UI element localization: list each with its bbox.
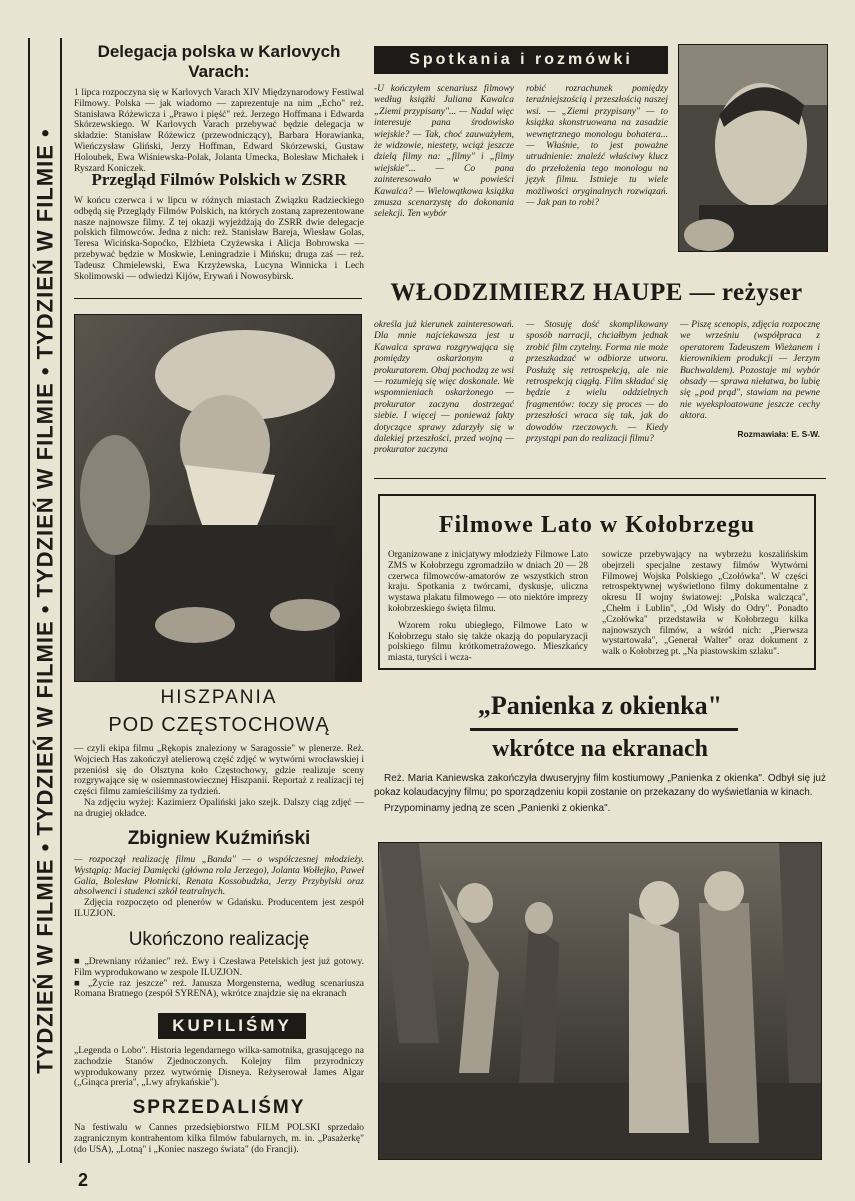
spotkania-title: Spotkania i rozmówki (374, 46, 668, 74)
square-bullet-icon: ■ (74, 978, 88, 989)
side-band (28, 38, 62, 1163)
photo-sheikh-image (75, 315, 361, 681)
ukonczono-item-2 (74, 979, 364, 1001)
przeglad-body: W końcu czerwca i w lipcu w różnych miastach Związku Radzieckiego odbędą się Przeglądy Filmów Polskich, na których zostaną zaprezentowane nasze najnowsze filmy. Z tej okazji wyjeżdżają do ZSRR dwie delegacje polskich filmowców. Jedna z nich: reż. Stanisław Bareja, Wiesław Golas, Teresa Wicińska-Sopoćko, Elżbieta Czyżewska i Alicja Bobrowska — przebywać będzie w Moskwie, Leningradzie i Mińsku; druga zaś — reż. Tadeusz Chmielewski, Ewa Krzyżewska, Lucyna Winnicka i Lech Skolimowski — odwiedzi Kijów, Erywań i Nowosybirsk. (74, 196, 364, 282)
hiszpania-body: — czyli ekipa filmu „Rękopis znaleziony w Saragossie" w plenerze. Reż. Wojciech Has zakończył atelierową część zdjęć w wytwórni wrocławskiej i przeniósł się do Olsztyna koło Częstochowy, gdzie realizuje sceny rozgrywające się w osiemnastowiecznej Hiszpanii. Reportaż z realizacji tej części filmu zamieściliśmy za tydzień. (74, 744, 364, 798)
ukonczono-title: Ukończono realizację (128, 929, 310, 950)
haupe-col-2 (526, 320, 668, 445)
article-ukonczono (74, 927, 364, 1000)
sprzedalismy-body: Na festiwalu w Cannes przedsiębiorstwo FILM POLSKI sprzedało zagranicznym kontrahentom kilka filmów fabularnych, m. in. „Pasażerkę" (do USA), „Lotną" i „Koniec naszego świata" (do Francji). (74, 1123, 364, 1155)
article-hiszpania (74, 686, 364, 820)
photo-portrait-image (679, 45, 827, 251)
kolobrzeg-col-1b-text: Wzorem roku ubiegłego, Filmowe Lato w Kołobrzegu stało się także okazją do popularyzacji polskiego filmu krótkometrażowego. Mieszkańcy miasta, turyści i wcza- (388, 620, 588, 664)
kupilismy-body: „Legenda o Lobo". Historia legendarnego wilka-samotnika, grasującego na zachodzie Stanów Zjednoczonych. Kolejny film przyrodniczy wyprodukowany przez wytwórnię Disneya. Reżyserował James Algar („Ginąca preria", „Lwy afrykańskie"). (74, 1046, 364, 1089)
kuzminski-body: — rozpoczął realizację filmu „Banda" — o współczesnej młodzieży. Wystąpią: Maciej Damięcki (główna rola Jerzego), Jolanta Wołłejko, Paweł Galia, Bolesław Płotnicki, Renata Kossobudzka, Jerzy Przybylski oraz absolwenci i studenci szkół teatralnych. (74, 855, 364, 898)
ukonczono-item-1-text: „Drewniany różaniec" reż. Ewy i Czesława Petelskich jest już gotowy. Film wyprodukowano w zespole ILUZJON. (74, 957, 364, 978)
square-bullet-icon: ■ (74, 957, 85, 967)
ukonczono-item-1 (74, 957, 364, 979)
kolobrzeg-col-2 (602, 550, 808, 658)
kolobrzeg-col-2-text: sowicze przebywający na wybrzeżu koszalińskim obejrzeli specjalne zestawy filmów Wytwórni Filmowej Wojska Polskiego „Czołówka". W części retrospektywnej wyświetlono filmy dokumentalne z okresu II wojny światowej: „Polska walcząca", „Chełm i Lublin", „Od Wisły do Odry". Ponadto „Czołówka" przedstawiła w Kołobrzegu kilka najnowszych filmów, a wśród nich: „Pierwsza wystartowała", „Generał Walter" oraz dokument z walk o Kołobrzeg pt. „Na piastowskim szlaku". (602, 550, 808, 658)
kolobrzeg-col-1 (388, 550, 588, 664)
delegacja-body: 1 lipca rozpoczyna się w Karlovych Varach XIV Międzynarodowy Festiwal Filmowy. Polska — jak wiadomo — zaprezentuje na nim „Echo" reż. Stanisława Różewicza i „Prawo i pięść" reż. Jerzego Hoffmana i Edwarda Skórzewskiego. W Karlovych Varach przebywać będzie delegacja w składzie: Stanisław Różewicz (przewodniczący), Barbara Horawianka, Wieńczysław Gliński, Jerzy Hoffman, Edward Skórzewski, Gustaw Holoubek, Ewa Wiśniewska-Polak, Jolanta Umecka, Bolesław Michałek i Ryszard Koniczek. (74, 88, 364, 174)
panienka-subtitle: wkrótce na ekranach (492, 736, 708, 762)
spotkania-col-2-text: robić rozrachunek pomiędzy teraźniejszością i przeszłością naszej wsi. — „Ziemi przypisany" — to książka skonstruowana na zasadzie wewnętrznego monologu bohatera... — Właśnie, to jest poważne utrudnienie: znaleźć właściwy klucz do przełożenia tego monologu na język filmu. Istnieje tu wiele możliwości oryginalnych rozwiązań. — Jak pan to robi? (526, 84, 668, 209)
article-przeglad (74, 170, 364, 282)
ukonczono-item-2-text: „Życie raz jeszcze" reż. Janusza Morgensterna, według scenariusza Romana Bratnego (zespół SYRENA), wkrótce znajdzie się na ekranach (74, 978, 364, 1000)
divider (74, 298, 362, 299)
panienka-body: Reż. Maria Kaniewska zakończyła dwuseryjny film kostiumowy „Panienka z okienka". Odbył się już pokaz kolaudacyjny filmu; po sporządzeniu kopii zostanie on przekazany do wyświetlania w kinach. (374, 773, 826, 798)
photo-scene (378, 842, 822, 1160)
photo-sheikh (74, 314, 362, 682)
haupe-col-2-text: — Stosuję dość skomplikowany sposób narracji, chciałbym jednak zrobić film czytelny. Forma nie może przeszkadzać w odbiorze utworu. Posłużę się retrospekcją, ale nie retrospekcją ciągłą. Film składać się będzie z wielu oddzielnych fragmentów: toczy się proces — do przeszłości wraca się tak, jak do dowodów rzeczowych. — Kiedy przystąpi pan do realizacji filmu? (526, 320, 668, 445)
delegacja-title: Delegacja polska w Karlovych Varach: (97, 42, 341, 81)
haupe-col-3-text: — Piszę scenopis, zdjęcia rozpocznę we wrześniu (współpraca z operatorem Tadeuszem Wieżanem i kierownikiem produkcji — Jerzym Buchwaldem). Pozostaje mi wybór obsady — sprawa niełatwa, bo lubię się „pod prąd", stawiam na pewne nie wyeksploatowane jeszcze cechy aktora. (680, 320, 820, 422)
panienka-title: „Panienka z okienka" (477, 691, 723, 720)
hiszpania-title-1: HISZPANIA (160, 687, 278, 708)
photo-scene-image (379, 843, 821, 1159)
spotkania-col-1-text: -U kończyłem scenariusz filmowy według książki Juliana Kawalca „Ziemi przypisany"... — Nadal więc interesuje pana środowisko wiejskie? — Tak, choć zauważyłem, że widzowie, niestety, wciąż jeszcze dzielą filmy na: „filmy" i „filmy wiejskie"... — Co pana zainteresowało w powieści Kawalca? — Wielowątkowa książka zmusza scenarzystę do dokonania selekcji. Ten wybór (374, 84, 514, 220)
haupe-col-1-text: określa już kierunek zainteresowań. Dla mnie najciekawsza jest u Kawalca sprawa rozgrywająca się pomiędzy oskarżonym a prokuratorem. Obaj pochodzą ze wsi — rozumieją się więc doskonale. We wspomnieniach oskarżonego — prokurator zaczyna dostrzegać siebie. I więcej — ponieważ fakty dotyczące sprawy zdarzyły się w dalekiej przeszłości, przed wojną — prokurator zaczyna (374, 320, 514, 456)
kolobrzeg-title: Filmowe Lato w Kołobrzegu (438, 512, 756, 538)
przeglad-title: Przegląd Filmów Polskich w ZSRR (91, 170, 347, 189)
kuzminski-title: Zbigniew Kuźmiński (127, 828, 311, 849)
article-kuzminski (74, 827, 364, 920)
divider (374, 478, 826, 479)
hiszpania-caption: Na zdjęciu wyżej: Kazimierz Opaliński jako szejk. Dalszy ciąg zdjęć — na drugiej okładce. (74, 797, 364, 819)
spotkania-col-1 (374, 84, 514, 221)
article-delegacja (74, 42, 364, 174)
photo-portrait (678, 44, 828, 252)
spotkania-col-2 (526, 84, 668, 209)
haupe-col-3 (680, 320, 820, 439)
article-panienka (374, 772, 826, 816)
sprzedalismy-title: SPRZEDALIŚMY (132, 1097, 306, 1118)
kuzminski-body-2: Zdjęcia rozpoczęto od plenerów w Gdańsku. Producentem jest zespół ILUZJON. (74, 898, 364, 919)
panienka-body-2: Przypominamy jedną ze scen „Panienki z okienka". (384, 803, 611, 814)
haupe-signature: Rozmawiała: E. S-W. (737, 428, 820, 439)
side-band-text: TYDZIEŃ W FILMIE • TYDZIEŃ W FILMIE • TYDZIEŃ W FILMIE • TYDZIEŃ W FILMIE • (32, 128, 58, 1074)
hiszpania-title-2: POD CZĘSTOCHOWĄ (108, 714, 330, 736)
page-number: 2 (78, 1170, 89, 1190)
haupe-title: WŁODZIMIERZ HAUPE — reżyser (390, 279, 803, 306)
divider (470, 728, 738, 731)
haupe-col-1 (374, 320, 514, 457)
article-sprzedalismy (74, 1094, 364, 1155)
article-kupilismy (74, 1046, 364, 1089)
kolobrzeg-col-1-text: Organizowane z inicjatywy młodzieży Filmowe Lato ZMS w Kołobrzegu zgromadziło w dniach 20 — 28 czerwca filmowców-amatorów ze wszystkich stron kraju. Spotkania z twórcami, dyskusje, uliczna wystawa plakatu filmowego — oto niektóre imprezy kołobrzeskiego święta filmu. (388, 550, 588, 614)
kupilismy-title: KUPILIŚMY (158, 1013, 306, 1039)
kolobrzeg-box (378, 494, 816, 670)
